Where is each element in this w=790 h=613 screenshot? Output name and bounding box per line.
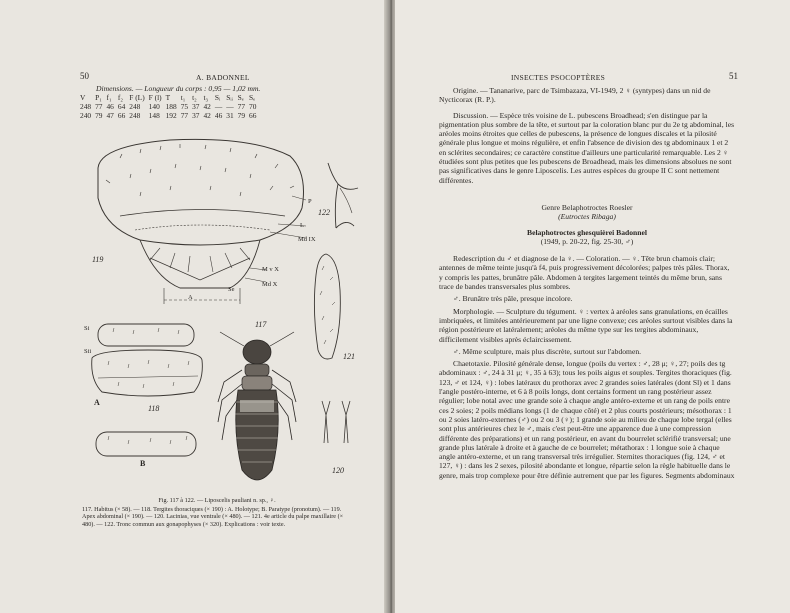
dim-cell: 248 — [80, 101, 92, 111]
chaetotaxie-paragraph: Chaetotaxie. Pilosité générale dense, longue (poils du vertex : ♂, 28 μ; ♀, 27; poils des tg abdominaux : ♂, 24 à 31 μ; ♀, 35 à 63); tous les poils aigus et souples. Tergites thoraciques (fig. 123, ♂ et 124, ♀) : lobes latéraux du prothorax avec 2 grandes soies latérales (dont Sl) et 1 dans l'angle postéro-interne, et 6 à 8 poils longs, dont certains forment un rang postérieur assez régulier; lobe notal avec une grande soie à chaque angle antéro-externe et un rang de poils entre ces 2 soies; 2 poils médians longs (1 de chaque côté) et 2 plus courts postérieurs; mésothorax : 1 ou 2 soies latéro-externes (♂) ou 2 ou 3 (♀); 1 grande soie au milieu de chaque lobe tergal (elles sont plus antérieures chez le ♂, mais c'est peut-être une apparence due à une compression différente des préparations) et un rang postérieur, en avant du bourrelet sclérifié transversal; une grande plus latérale à droite et à gauche de ce bourrelet; métathorax : 1 longue soie à chaque angle antéro-externe, et un rang transversal très irrégulier. Sternites thoraciques (fig. 124, ♂ et 127, ♀) : dans les 2 sexes, pilosité abondante et longue, répartie selon la règle habituelle dans le genre, mais trop complexe pour être définie autrement que par les figures. Segments abdominaux — [439, 359, 735, 480]
dim-cell: 64 — [117, 101, 126, 111]
figure-118-thoracic-tergites — [88, 320, 208, 470]
label-MdIX: Md IX — [298, 236, 316, 243]
male-color-paragraph: ♂. Brunâtre très pâle, presque incolore. — [453, 294, 573, 304]
dim-cell: 79 — [237, 110, 246, 120]
label-A: A — [188, 294, 193, 301]
running-head-left: A. BADONNEL — [196, 73, 250, 82]
dim-cell: 66 — [117, 110, 126, 120]
right-page — [395, 0, 790, 613]
dim-cell: 46 — [214, 110, 223, 120]
figure-number-120: 120 — [332, 466, 344, 475]
dim-cell: 240 — [80, 110, 92, 120]
figure-caption — [82, 497, 352, 528]
dim-header: Sᵢᵢ — [226, 93, 233, 102]
figure-120-lacinias — [318, 395, 358, 445]
figure-number-122: 122 — [318, 208, 330, 217]
dim-header: f₁ — [106, 93, 112, 102]
figure-number-118: 118 — [148, 404, 160, 413]
male-sculpture-paragraph: ♂. Même sculpture, mais plus discrète, surtout sur l'abdomen. — [453, 346, 642, 356]
dim-header: Sₑ — [237, 93, 244, 102]
genus-subheading: (Eutroctes Ribaga) — [558, 212, 616, 222]
dim-header: P₁ — [95, 93, 102, 102]
dim-header: F (L) — [129, 93, 145, 102]
label-Si: Si — [84, 325, 90, 332]
morphologie-paragraph: Morphologie. — Sculpture du tégument. ♀ : vertex à aréoles sans granulations, en écailles imbriquées, et limitées antérieurement par une ligne convexe; ces aréoles surtout visibles dans la région postérieure et latéralement; aréoles du même type sur les tergites abdominaux, difficilement visibles après éclaircissement. — [439, 306, 733, 344]
dim-cell: 42 — [203, 101, 211, 111]
dim-header: t₁ — [180, 93, 186, 102]
dim-cell: 70 — [249, 101, 257, 111]
label-MvX: M v X — [262, 266, 279, 273]
caption-body: 117. Habitus (× 58). — 118. Tergites thoraciques (× 190) : A. Holotype; B. Paratype (pronotum). — 119. Apex abdominal (× 190). — 120. Lacinias, vue ventrale (× 480). — 121. 4e article du palpe maxillaire (× 480). — 122. Tronc commun aux gonapophyses (× 320). Explications : voir texte. — [82, 505, 344, 528]
dim-header: f₂ — [117, 93, 123, 102]
dim-header: F (l) — [148, 93, 162, 102]
left-page — [0, 0, 388, 613]
figure-119-abdominal-apex — [80, 128, 320, 313]
page-number-right: 51 — [729, 71, 738, 81]
discussion-paragraph: Discussion. — Espèce très voisine de L. pubescens Broadhead; s'en distingue par la pigmentation plus sombre de la tête, et surtout par la coloration blanc pur du 2e tg abdominal, les aréoles moins étroites que celles de pubescens, la présence de longues discales et la pilosité générale plus longue et moins régulière, et enfin l'absence de division des tg abdominaux 1 et 2 en sclérites secondaires; ce caractère constitue d'ailleurs une particularité remarquable. Les 2 ♀ étudiées sont plus petites que les pubescens de Broadhead, mais les dimensions absolues ne sont pas significatives dans le genre Liposcelis. Les autres espèces du groupe II C sont nettement différentes. — [439, 110, 735, 185]
dim-header: Sᵢ — [214, 93, 221, 102]
dim-header: t₂ — [192, 93, 197, 102]
dim-cell: 192 — [165, 110, 177, 120]
figure-number-119: 119 — [92, 255, 104, 264]
caption-title: Fig. 117 à 122. — Liposcelis pauliani n. sp., ♀. — [158, 497, 276, 504]
species-reference: (1949, p. 20-22, fig. 25-30, ♂) — [540, 236, 634, 246]
label-P: P — [308, 198, 312, 205]
figure-122-gonapophyses — [318, 158, 363, 238]
dim-cell: — — [226, 101, 234, 111]
dimensions-row — [80, 112, 260, 121]
dim-cell: 37 — [192, 101, 200, 111]
dim-header: V — [80, 93, 86, 102]
label-L: L — [300, 222, 304, 229]
label-Se: Se — [228, 286, 235, 293]
running-head-right: INSECTES PSOCOPTÈRES — [511, 73, 606, 82]
dim-cell: 188 — [165, 101, 177, 111]
dimensions-line: Dimensions. — Longueur du corps : 0,95 — 1,02 mm. — [96, 84, 261, 93]
dim-cell: 75 — [180, 101, 189, 111]
origin-paragraph: Origine. — Tananarive, parc de Tsimbazaza, VI-1949, 2 ♀ (syntypes) dans un nid de Nycticorax (R. P.). — [439, 86, 711, 105]
figure-number-117: 117 — [255, 320, 267, 329]
dim-cell: 248 — [129, 110, 141, 120]
dim-header: Sₑ — [249, 93, 256, 102]
dim-cell: 248 — [129, 101, 141, 111]
label-118-B: B — [140, 459, 146, 468]
dim-cell: 42 — [203, 110, 211, 120]
genus-heading: Genre Belaphotroctes Roesler — [541, 202, 633, 212]
dimensions-table — [80, 94, 260, 120]
dim-cell: 31 — [226, 110, 234, 120]
dim-cell: 46 — [106, 101, 114, 111]
dim-cell: 79 — [95, 110, 103, 120]
dim-cell: — — [214, 101, 223, 111]
dim-cell: 140 — [148, 101, 160, 111]
dim-cell: 66 — [249, 110, 257, 120]
redescription-paragraph: Redescription du ♂ et diagnose de la ♀. — Coloration. — ♀. Tête brun chamois clair; antennes de même teinte jusqu'à f4, puis progressivement décolorées; palpes très pâles. Thorax, y compris les pattes, brunâtre pâle. Abdomen à tergites largement teintés du même brun, sans trace de bandes transversales plus sombres. — [439, 254, 730, 292]
page-number-left: 50 — [80, 71, 89, 81]
dim-header: t₃ — [203, 93, 209, 102]
figure-number-121: 121 — [343, 352, 355, 361]
figure-121-maxillary-palp — [308, 250, 348, 365]
dim-cell: 148 — [148, 110, 160, 120]
figure-117-habitus — [212, 330, 302, 495]
dim-header: T — [165, 93, 171, 102]
right-body — [439, 86, 735, 483]
dim-cell: 37 — [192, 110, 200, 120]
label-118-A: A — [94, 398, 100, 407]
label-MdX: Md X — [262, 281, 278, 288]
dim-cell: 77 — [95, 101, 103, 111]
dim-cell: 47 — [106, 110, 114, 120]
dim-cell: 77 — [180, 110, 189, 120]
dim-cell: 77 — [237, 101, 246, 111]
label-Sii: Sii — [84, 348, 92, 355]
species-heading: Belaphotroctes ghesquièrei Badonnel — [527, 227, 647, 237]
